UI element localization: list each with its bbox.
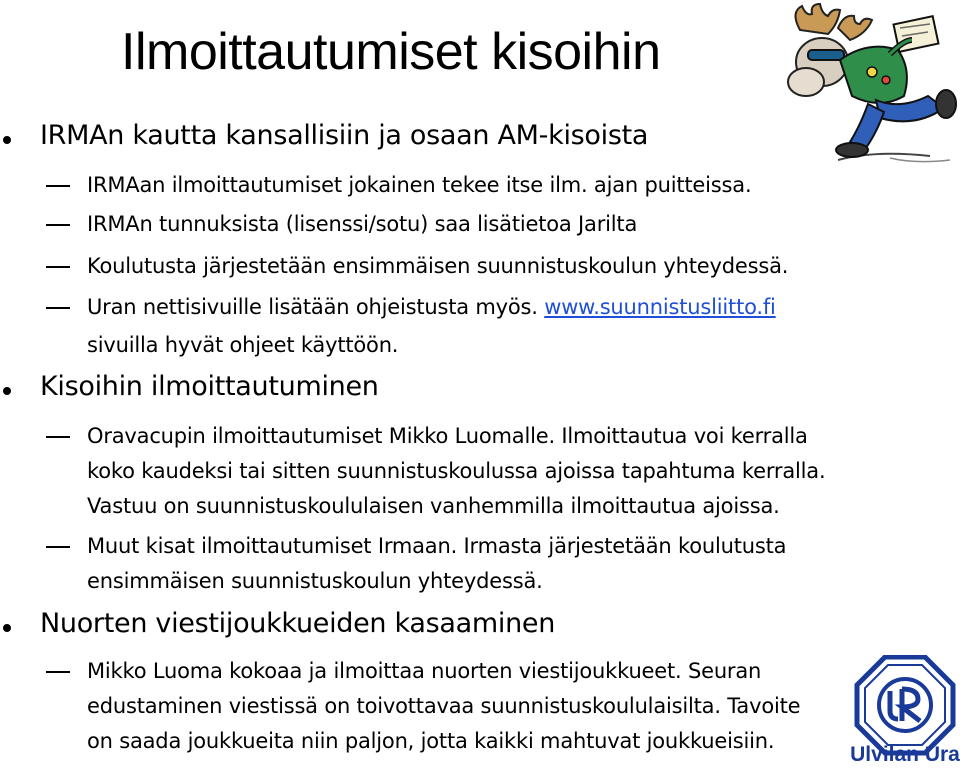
bullet-icon	[3, 624, 11, 632]
list-item	[87, 290, 776, 325]
list-item-continuation: ensimmäisen suunnistuskoulun yhteydessä.	[87, 569, 543, 593]
list-item: Koulutusta järjestetään ensimmäisen suunnistuskoulun yhteydessä.	[87, 254, 789, 278]
dash-icon	[46, 436, 70, 438]
ulvilan-ura-logo	[850, 655, 960, 766]
list-item-continuation: Vastuu on suunnistuskoululaisen vanhemmilla ilmoittautua ajoissa.	[87, 494, 780, 518]
list-item: Oravacupin ilmoittautumiset Mikko Luomalle. Ilmoittautua voi kerralla	[87, 424, 808, 448]
list-item: Mikko Luoma kokoaa ja ilmoittaa nuorten viestijoukkueet. Seuran	[87, 659, 762, 683]
dash-icon	[46, 546, 70, 548]
list-item-continuation: edustaminen viestissä on toivottavaa suunnistuskoululaisilta. Tavoite	[87, 694, 801, 718]
dash-icon	[46, 185, 70, 187]
list-item-continuation: on saada joukkueita niin paljon, jotta kaikki mahtuvat joukkueisiin.	[87, 729, 775, 753]
bullet-icon	[3, 136, 11, 144]
list-item: Muut kisat ilmoittautumiset Irmaan. Irmasta järjestetään koulutusta	[87, 534, 787, 558]
list-item: IRMAan ilmoittautumiset jokainen tekee itse ilm. ajan puitteissa.	[87, 173, 752, 197]
dash-icon	[46, 307, 70, 309]
bullet-icon	[3, 387, 11, 395]
list-item: IRMAn tunnuksista (lisenssi/sotu) saa lisätietoa Jarilta	[87, 212, 638, 236]
section-heading: Kisoihin ilmoittautuminen	[40, 371, 379, 402]
list-item-continuation: koko kaudeksi tai sitten suunnistuskoulussa ajoissa tapahtuma kerralla.	[87, 459, 826, 483]
slide-title: Ilmoittautumiset kisoihin	[121, 23, 661, 81]
list-item-text: Uran nettisivuille lisätään ohjeistusta myös.	[87, 295, 545, 319]
moose-runner-cartoon-icon	[780, 0, 960, 172]
logo-text: Ulvilan Ura	[850, 743, 960, 766]
section-heading: IRMAn kautta kansallisiin ja osaan AM-kisoista	[40, 120, 649, 151]
list-item-continuation: sivuilla hyvät ohjeet käyttöön.	[87, 333, 399, 357]
dash-icon	[46, 224, 70, 226]
dash-icon	[46, 266, 70, 268]
suunnistusliitto-link[interactable]: www.suunnistusliitto.fi	[544, 295, 776, 319]
dash-icon	[46, 671, 70, 673]
section-heading: Nuorten viestijoukkueiden kasaaminen	[40, 608, 556, 639]
